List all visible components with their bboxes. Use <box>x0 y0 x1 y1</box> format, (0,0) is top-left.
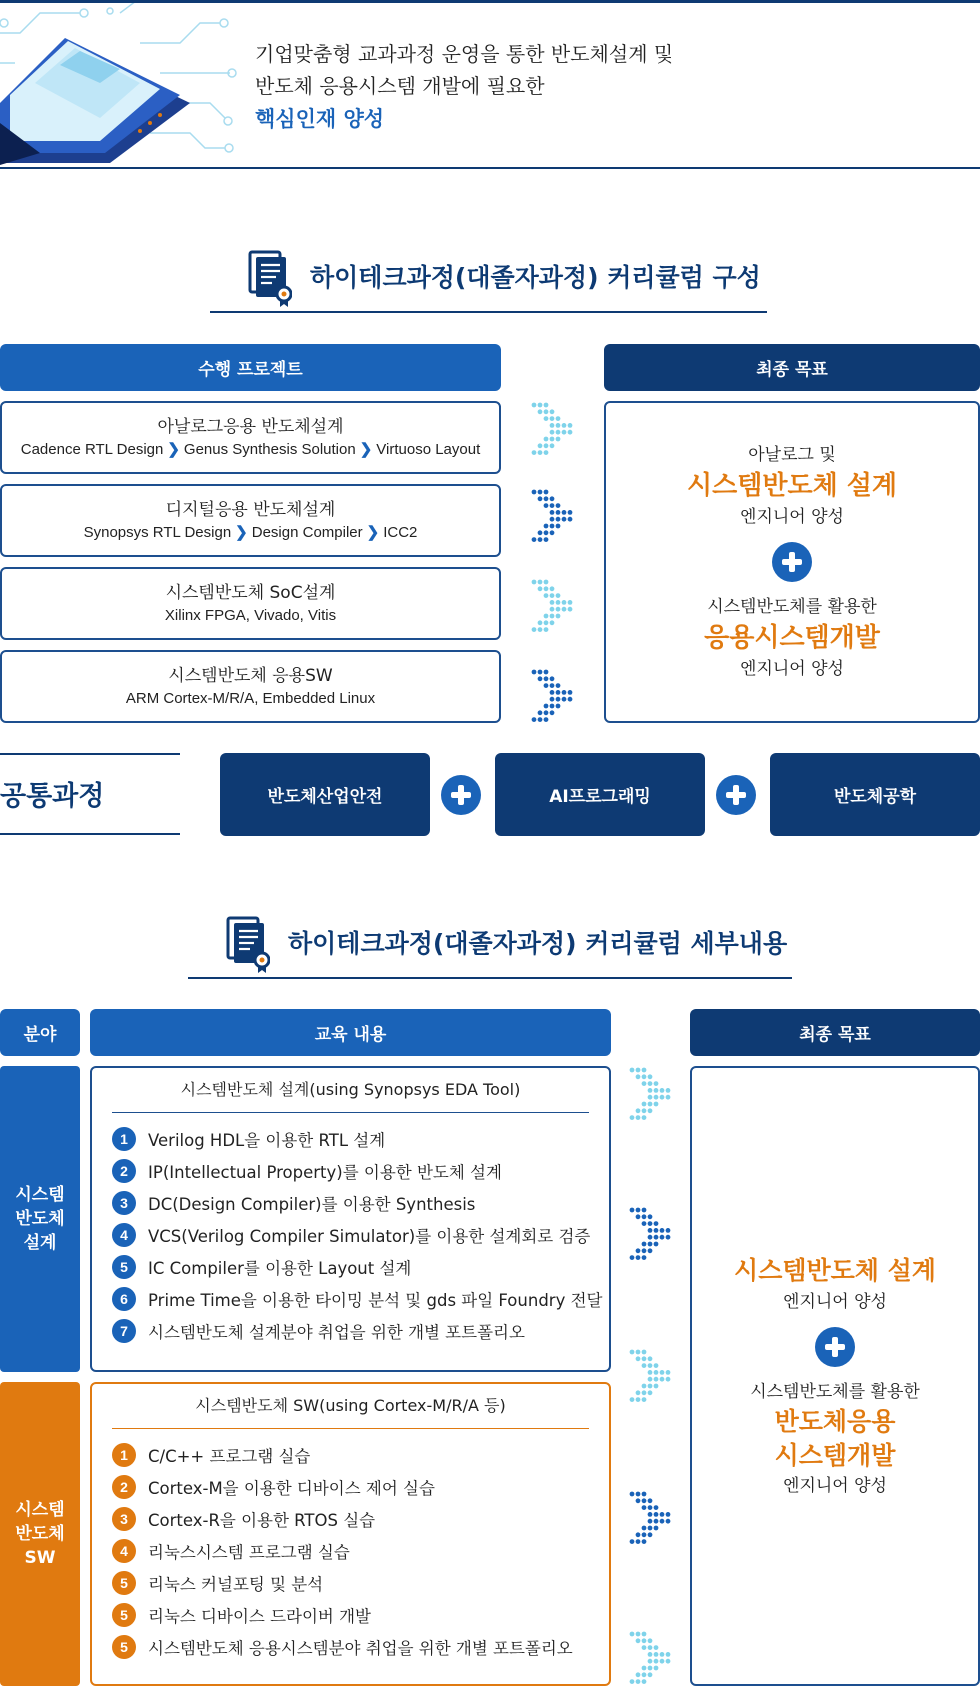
goal-box <box>604 401 980 723</box>
dotted-arrow-icon <box>530 668 574 724</box>
item-text: 시스템반도체 응용시스템분야 취업을 위한 개별 포트폴리오 <box>148 1639 573 1658</box>
project-tools <box>21 439 481 461</box>
number-badge: 1 <box>112 1443 136 1467</box>
list-item <box>112 1155 609 1187</box>
item-text: 리눅스시스템 프로그램 실습 <box>148 1543 350 1562</box>
goal-line: 아날로그 및 <box>748 445 836 465</box>
item-text: DC(Design Compiler)를 이용한 Synthesis <box>148 1195 476 1214</box>
item-list <box>92 1123 609 1347</box>
plus-icon <box>772 542 812 582</box>
goal-line: 엔지니어 양성 <box>740 507 844 527</box>
project-box-digital <box>0 484 501 557</box>
list-item <box>112 1631 609 1663</box>
goal-highlight: 반도체응용 <box>774 1407 896 1436</box>
dotted-arrow-icon <box>530 488 574 544</box>
section2-title: 하이테크과정(대졸자과정) 커리큘럼 세부내용 <box>288 929 788 958</box>
dotted-arrow-icon <box>628 1348 672 1404</box>
banner-line-2: 반도체 응용시스템 개발에 필요한 <box>255 74 545 98</box>
content-box-design <box>90 1066 611 1372</box>
number-badge: 5 <box>112 1603 136 1627</box>
goal-line: 시스템반도체를 활용한 <box>707 597 877 617</box>
projects-header: 수행 프로젝트 <box>0 344 501 391</box>
content-title: 시스템반도체 SW(using Cortex-M/R/A 등) <box>195 1396 506 1415</box>
dotted-arrow-icon <box>628 1066 672 1122</box>
chip-illustration <box>0 3 240 167</box>
common-course-engineering: 반도체공학 <box>770 753 980 836</box>
field-system-design: 시스템 반도체 설계 <box>0 1066 80 1372</box>
number-badge: 3 <box>112 1507 136 1531</box>
chevron-right-icon: ❯ <box>359 440 373 458</box>
item-text: VCS(Verilog Compiler Simulator)를 이용한 설계회로 검증 <box>148 1227 591 1246</box>
tool-step: Synopsys RTL Design <box>83 523 232 541</box>
field-system-sw: 시스템 반도체 SW <box>0 1382 80 1686</box>
dotted-arrow-icon <box>628 1490 672 1546</box>
chevron-right-icon: ❯ <box>167 440 180 458</box>
list-item <box>112 1251 609 1283</box>
goal-box-2 <box>690 1066 980 1686</box>
project-tools: ARM Cortex-M/R/A, Embedded Linux <box>125 689 376 707</box>
banner-text <box>255 38 955 136</box>
tool-step: Design Compiler <box>251 523 363 541</box>
number-badge: 5 <box>112 1571 136 1595</box>
list-item <box>112 1439 609 1471</box>
project-tools: Xilinx FPGA, Vivado, Vitis <box>164 606 337 624</box>
item-text: 리눅스 커널포팅 및 분석 <box>148 1575 324 1594</box>
content-title: 시스템반도체 설계(using Synopsys EDA Tool) <box>180 1080 521 1099</box>
tool-step: ICC2 <box>383 523 418 541</box>
list-item <box>112 1315 609 1347</box>
content-header: 교육 내용 <box>90 1009 611 1056</box>
content-title-rule <box>112 1112 589 1113</box>
item-text: Prime Time을 이용한 타이밍 분석 및 gds 파일 Foundry 전달 <box>148 1291 603 1310</box>
section1-title-underline <box>210 311 767 313</box>
goal-line: 엔지니어 양성 <box>783 1292 887 1312</box>
common-course-label: 공통과정 <box>0 781 105 812</box>
list-item <box>112 1567 609 1599</box>
item-text: Cortex-M을 이용한 디바이스 제어 실습 <box>148 1479 435 1498</box>
project-title: 시스템반도체 SoC설계 <box>165 582 336 603</box>
dotted-arrow-icon <box>530 578 574 634</box>
goal-highlight: 시스템반도체 설계 <box>734 1256 936 1285</box>
banner-line-1: 기업맞춤형 교과과정 운영을 통한 반도체설계 및 <box>255 42 674 66</box>
project-title: 아날로그응용 반도체설계 <box>157 416 344 437</box>
content-title-rule <box>112 1428 589 1429</box>
goal-highlight: 시스템반도체 설계 <box>687 471 897 501</box>
certificate-icon <box>248 250 292 308</box>
number-badge: 1 <box>112 1127 136 1151</box>
item-text: 시스템반도체 설계분야 취업을 위한 개별 포트폴리오 <box>148 1323 525 1342</box>
dotted-arrow-icon <box>530 401 574 457</box>
number-badge: 7 <box>112 1319 136 1343</box>
banner-line-3: 핵심인재 양성 <box>255 107 385 131</box>
number-badge: 2 <box>112 1475 136 1499</box>
number-badge: 2 <box>112 1159 136 1183</box>
item-text: IC Compiler를 이용한 Layout 설계 <box>148 1259 412 1278</box>
number-badge: 5 <box>112 1635 136 1659</box>
project-tools <box>84 522 418 544</box>
plus-icon <box>815 1327 855 1367</box>
section1-title: 하이테크과정(대졸자과정) 커리큘럼 구성 <box>310 263 761 292</box>
goal-header: 최종 목표 <box>604 344 980 391</box>
goal-line: 시스템반도체를 활용한 <box>750 1382 920 1402</box>
list-item <box>112 1503 609 1535</box>
goal-header-2: 최종 목표 <box>690 1009 980 1056</box>
item-list <box>92 1439 609 1663</box>
list-item <box>112 1535 609 1567</box>
section2-title-underline <box>188 977 792 979</box>
project-title: 디지털응용 반도체설계 <box>165 499 336 520</box>
field-header: 분야 <box>0 1009 80 1056</box>
list-item <box>112 1123 609 1155</box>
goal-line: 엔지니어 양성 <box>783 1476 887 1496</box>
banner-bottom-line <box>0 167 980 169</box>
number-badge: 4 <box>112 1539 136 1563</box>
project-box-sw <box>0 650 501 723</box>
item-text: 리눅스 디바이스 드라이버 개발 <box>148 1607 371 1626</box>
tool-step: Cadence RTL Design <box>20 440 164 458</box>
list-item <box>112 1599 609 1631</box>
goal-highlight: 시스템개발 <box>774 1441 896 1470</box>
list-item <box>112 1471 609 1503</box>
number-badge: 4 <box>112 1223 136 1247</box>
project-box-soc <box>0 567 501 640</box>
list-item <box>112 1219 609 1251</box>
project-title: 시스템반도체 응용SW <box>168 665 333 686</box>
item-text: Cortex-R을 이용한 RTOS 실습 <box>148 1511 376 1530</box>
list-item <box>112 1283 609 1315</box>
plus-icon <box>716 775 756 815</box>
goal-highlight: 응용시스템개발 <box>704 623 880 653</box>
common-label-line-top <box>0 753 180 755</box>
plus-icon <box>441 775 481 815</box>
dotted-arrow-icon <box>628 1206 672 1262</box>
common-label-line-bottom <box>0 833 180 835</box>
item-text: Verilog HDL을 이용한 RTL 설계 <box>148 1131 386 1150</box>
tool-step: Genus Synthesis Solution <box>183 440 356 458</box>
certificate-icon <box>226 916 270 974</box>
list-item <box>112 1187 609 1219</box>
chevron-right-icon: ❯ <box>235 523 248 541</box>
content-box-sw <box>90 1382 611 1686</box>
chevron-right-icon: ❯ <box>366 523 380 541</box>
item-text: C/C++ 프로그램 실습 <box>148 1447 311 1466</box>
number-badge: 5 <box>112 1255 136 1279</box>
common-course-ai: AI프로그래밍 <box>495 753 705 836</box>
dotted-arrow-icon <box>628 1630 672 1686</box>
common-course-safety: 반도체산업안전 <box>220 753 430 836</box>
tool-step: Virtuoso Layout <box>376 440 481 458</box>
number-badge: 6 <box>112 1287 136 1311</box>
project-box-analog <box>0 401 501 474</box>
goal-line: 엔지니어 양성 <box>740 659 844 679</box>
item-text: IP(Intellectual Property)를 이용한 반도체 설계 <box>148 1163 502 1182</box>
number-badge: 3 <box>112 1191 136 1215</box>
